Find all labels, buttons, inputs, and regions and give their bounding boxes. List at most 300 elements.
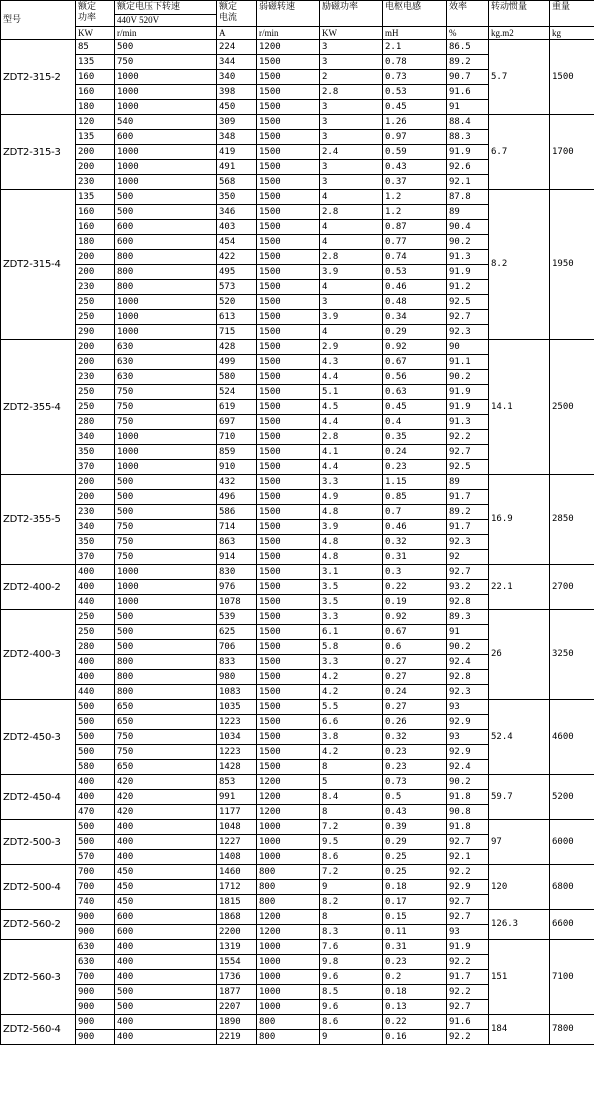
- cell-field-speed: 1500: [257, 610, 320, 625]
- cell-speed: 450: [115, 865, 217, 880]
- cell-field-speed: 1000: [257, 970, 320, 985]
- cell-field-speed: 1200: [257, 925, 320, 940]
- cell-power: 280: [76, 415, 115, 430]
- cell-field-power: 4.8: [320, 535, 383, 550]
- cell-field-speed: 1500: [257, 535, 320, 550]
- header-power-line2: 功率: [78, 13, 97, 23]
- cell-current: 344: [217, 55, 257, 70]
- model-name: ZDT2-560-2: [1, 910, 76, 940]
- cell-field-power: 3: [320, 115, 383, 130]
- cell-speed: 500: [115, 505, 217, 520]
- cell-power: 200: [76, 355, 115, 370]
- cell-speed: 1000: [115, 565, 217, 580]
- cell-inductance: 0.32: [383, 730, 447, 745]
- cell-field-speed: 1500: [257, 250, 320, 265]
- cell-current: 350: [217, 190, 257, 205]
- cell-speed: 1000: [115, 580, 217, 595]
- cell-efficiency: 92.1: [447, 850, 489, 865]
- cell-efficiency: 93: [447, 700, 489, 715]
- header-current-line2: 电流: [219, 13, 238, 23]
- cell-field-power: 6.1: [320, 625, 383, 640]
- cell-current: 1460: [217, 865, 257, 880]
- unit-row: [1, 27, 595, 40]
- cell-speed: 500: [115, 490, 217, 505]
- cell-efficiency: 92.7: [447, 835, 489, 850]
- inertia-value: 126.3: [489, 910, 550, 940]
- cell-speed: 800: [115, 250, 217, 265]
- cell-efficiency: 89: [447, 475, 489, 490]
- unit-inductance: mH: [383, 27, 447, 40]
- cell-inductance: 0.2: [383, 970, 447, 985]
- cell-field-power: 4.5: [320, 400, 383, 415]
- cell-field-speed: 1500: [257, 700, 320, 715]
- cell-efficiency: 91.7: [447, 490, 489, 505]
- cell-inductance: 0.16: [383, 1030, 447, 1045]
- cell-inductance: 0.77: [383, 235, 447, 250]
- cell-speed: 400: [115, 820, 217, 835]
- weight-value: 3250: [550, 610, 595, 700]
- cell-field-speed: 800: [257, 895, 320, 910]
- cell-field-power: 5.5: [320, 700, 383, 715]
- cell-field-power: 4.4: [320, 415, 383, 430]
- cell-power: 230: [76, 370, 115, 385]
- cell-power: 160: [76, 70, 115, 85]
- table-row: [1, 910, 595, 925]
- cell-field-speed: 1000: [257, 955, 320, 970]
- cell-current: 398: [217, 85, 257, 100]
- header-current-line1: 额定: [219, 2, 238, 12]
- cell-inductance: 0.23: [383, 955, 447, 970]
- cell-efficiency: 91.8: [447, 820, 489, 835]
- cell-field-speed: 1500: [257, 760, 320, 775]
- cell-current: 495: [217, 265, 257, 280]
- cell-efficiency: 92.2: [447, 865, 489, 880]
- inertia-value: 14.1: [489, 340, 550, 475]
- cell-current: 491: [217, 160, 257, 175]
- cell-field-speed: 1500: [257, 370, 320, 385]
- cell-speed: 400: [115, 1015, 217, 1030]
- cell-field-speed: 1500: [257, 160, 320, 175]
- table-row: [1, 775, 595, 790]
- cell-power: 570: [76, 850, 115, 865]
- cell-power: 900: [76, 1015, 115, 1030]
- cell-speed: 1000: [115, 595, 217, 610]
- cell-speed: 400: [115, 1030, 217, 1045]
- cell-speed: 750: [115, 415, 217, 430]
- weight-value: 1700: [550, 115, 595, 190]
- cell-power: 340: [76, 430, 115, 445]
- cell-power: 700: [76, 970, 115, 985]
- cell-field-speed: 1500: [257, 655, 320, 670]
- cell-power: 900: [76, 1000, 115, 1015]
- cell-current: 1048: [217, 820, 257, 835]
- spec-body: [1, 40, 595, 1045]
- cell-field-speed: 1000: [257, 1000, 320, 1015]
- cell-current: 1223: [217, 745, 257, 760]
- cell-field-power: 4.4: [320, 460, 383, 475]
- cell-field-speed: 1500: [257, 625, 320, 640]
- cell-field-speed: 800: [257, 865, 320, 880]
- weight-value: 7800: [550, 1015, 595, 1045]
- cell-speed: 800: [115, 655, 217, 670]
- cell-inductance: 0.23: [383, 760, 447, 775]
- cell-field-speed: 1500: [257, 145, 320, 160]
- cell-current: 524: [217, 385, 257, 400]
- cell-inductance: 0.3: [383, 565, 447, 580]
- cell-inductance: 2.1: [383, 40, 447, 55]
- unit-current: A: [217, 27, 257, 40]
- cell-field-power: 2.8: [320, 85, 383, 100]
- cell-efficiency: 86.5: [447, 40, 489, 55]
- header-speed: [115, 1, 217, 27]
- cell-inductance: 0.27: [383, 655, 447, 670]
- cell-efficiency: 92.5: [447, 295, 489, 310]
- model-name: ZDT2-355-5: [1, 475, 76, 565]
- cell-efficiency: 92.7: [447, 1000, 489, 1015]
- cell-speed: 400: [115, 835, 217, 850]
- cell-current: 224: [217, 40, 257, 55]
- cell-inductance: 0.24: [383, 685, 447, 700]
- cell-speed: 750: [115, 745, 217, 760]
- cell-inductance: 0.39: [383, 820, 447, 835]
- cell-power: 500: [76, 820, 115, 835]
- cell-efficiency: 89.2: [447, 505, 489, 520]
- cell-current: 1223: [217, 715, 257, 730]
- cell-field-power: 9: [320, 1030, 383, 1045]
- cell-field-speed: 1000: [257, 850, 320, 865]
- table-row: [1, 340, 595, 355]
- cell-inductance: 0.74: [383, 250, 447, 265]
- cell-efficiency: 91.3: [447, 250, 489, 265]
- inertia-value: 52.4: [489, 700, 550, 775]
- cell-power: 440: [76, 595, 115, 610]
- cell-efficiency: 89: [447, 205, 489, 220]
- cell-field-power: 3.9: [320, 520, 383, 535]
- cell-speed: 800: [115, 265, 217, 280]
- cell-current: 432: [217, 475, 257, 490]
- header-inertia: 转动惯量: [489, 1, 550, 27]
- cell-field-speed: 1500: [257, 220, 320, 235]
- cell-field-power: 4.2: [320, 745, 383, 760]
- cell-efficiency: 91.6: [447, 1015, 489, 1030]
- model-name: ZDT2-450-3: [1, 700, 76, 775]
- cell-field-power: 4.4: [320, 370, 383, 385]
- cell-current: 2219: [217, 1030, 257, 1045]
- cell-efficiency: 92.1: [447, 175, 489, 190]
- cell-current: 1554: [217, 955, 257, 970]
- cell-efficiency: 92.2: [447, 985, 489, 1000]
- unit-weight: kg: [550, 27, 595, 40]
- cell-power: 400: [76, 655, 115, 670]
- cell-field-power: 4: [320, 220, 383, 235]
- cell-inductance: 0.5: [383, 790, 447, 805]
- model-name: ZDT2-560-4: [1, 1015, 76, 1045]
- cell-power: 500: [76, 745, 115, 760]
- cell-field-speed: 1500: [257, 280, 320, 295]
- cell-field-power: 4.9: [320, 490, 383, 505]
- cell-field-power: 4: [320, 280, 383, 295]
- cell-efficiency: 92.4: [447, 655, 489, 670]
- cell-efficiency: 92.8: [447, 595, 489, 610]
- header-model: 型号: [1, 1, 76, 40]
- cell-inductance: 1.2: [383, 190, 447, 205]
- cell-field-power: 4: [320, 235, 383, 250]
- cell-speed: 1000: [115, 145, 217, 160]
- cell-field-power: 4.1: [320, 445, 383, 460]
- cell-field-speed: 1500: [257, 475, 320, 490]
- cell-field-speed: 1200: [257, 910, 320, 925]
- cell-current: 1877: [217, 985, 257, 1000]
- cell-speed: 600: [115, 130, 217, 145]
- cell-field-power: 8: [320, 760, 383, 775]
- cell-power: 135: [76, 190, 115, 205]
- cell-power: 200: [76, 340, 115, 355]
- cell-power: 630: [76, 940, 115, 955]
- weight-value: 2850: [550, 475, 595, 565]
- header-inductance: 电枢电感: [383, 1, 447, 27]
- cell-efficiency: 90.2: [447, 640, 489, 655]
- cell-field-power: 4: [320, 325, 383, 340]
- cell-speed: 650: [115, 700, 217, 715]
- cell-power: 500: [76, 715, 115, 730]
- table-row: [1, 40, 595, 55]
- cell-field-speed: 1500: [257, 460, 320, 475]
- cell-current: 422: [217, 250, 257, 265]
- cell-speed: 600: [115, 910, 217, 925]
- cell-power: 135: [76, 55, 115, 70]
- cell-field-speed: 1500: [257, 685, 320, 700]
- cell-efficiency: 90.2: [447, 370, 489, 385]
- cell-speed: 750: [115, 55, 217, 70]
- cell-speed: 750: [115, 535, 217, 550]
- cell-field-power: 8.5: [320, 985, 383, 1000]
- cell-field-power: 2.8: [320, 250, 383, 265]
- cell-speed: 750: [115, 550, 217, 565]
- cell-inductance: 0.6: [383, 640, 447, 655]
- cell-current: 1428: [217, 760, 257, 775]
- cell-efficiency: 90.4: [447, 220, 489, 235]
- cell-speed: 1000: [115, 295, 217, 310]
- cell-current: 1035: [217, 700, 257, 715]
- cell-inductance: 0.67: [383, 355, 447, 370]
- cell-power: 160: [76, 85, 115, 100]
- cell-power: 740: [76, 895, 115, 910]
- cell-efficiency: 92.3: [447, 535, 489, 550]
- cell-field-speed: 1500: [257, 430, 320, 445]
- cell-field-speed: 1500: [257, 505, 320, 520]
- cell-speed: 800: [115, 280, 217, 295]
- cell-power: 400: [76, 565, 115, 580]
- cell-current: 2200: [217, 925, 257, 940]
- cell-power: 250: [76, 385, 115, 400]
- cell-current: 454: [217, 235, 257, 250]
- cell-power: 200: [76, 250, 115, 265]
- cell-speed: 500: [115, 475, 217, 490]
- cell-field-speed: 1000: [257, 835, 320, 850]
- cell-current: 1815: [217, 895, 257, 910]
- cell-speed: 800: [115, 685, 217, 700]
- cell-speed: 630: [115, 370, 217, 385]
- cell-speed: 630: [115, 340, 217, 355]
- cell-power: 230: [76, 280, 115, 295]
- cell-efficiency: 93.2: [447, 580, 489, 595]
- cell-speed: 630: [115, 355, 217, 370]
- cell-field-power: 3.8: [320, 730, 383, 745]
- cell-speed: 1000: [115, 430, 217, 445]
- cell-efficiency: 91.7: [447, 970, 489, 985]
- cell-efficiency: 91.7: [447, 520, 489, 535]
- cell-efficiency: 93: [447, 925, 489, 940]
- cell-field-power: 4.3: [320, 355, 383, 370]
- cell-inductance: 0.45: [383, 100, 447, 115]
- cell-field-speed: 1500: [257, 520, 320, 535]
- cell-current: 573: [217, 280, 257, 295]
- table-row: [1, 565, 595, 580]
- cell-inductance: 0.63: [383, 385, 447, 400]
- cell-speed: 800: [115, 670, 217, 685]
- cell-field-speed: 1500: [257, 580, 320, 595]
- unit-field-power: KW: [320, 27, 383, 40]
- cell-field-speed: 1500: [257, 175, 320, 190]
- cell-speed: 1000: [115, 460, 217, 475]
- cell-speed: 500: [115, 610, 217, 625]
- cell-inductance: 0.46: [383, 520, 447, 535]
- cell-field-power: 2.8: [320, 430, 383, 445]
- cell-field-power: 9.6: [320, 1000, 383, 1015]
- cell-power: 180: [76, 235, 115, 250]
- cell-inductance: 0.46: [383, 280, 447, 295]
- cell-efficiency: 91.8: [447, 790, 489, 805]
- cell-efficiency: 91: [447, 100, 489, 115]
- cell-current: 710: [217, 430, 257, 445]
- cell-power: 500: [76, 730, 115, 745]
- cell-inductance: 0.78: [383, 55, 447, 70]
- cell-efficiency: 92.6: [447, 160, 489, 175]
- cell-field-power: 8: [320, 805, 383, 820]
- cell-speed: 1000: [115, 85, 217, 100]
- cell-efficiency: 91.3: [447, 415, 489, 430]
- cell-field-power: 8.4: [320, 790, 383, 805]
- cell-efficiency: 91: [447, 625, 489, 640]
- cell-power: 230: [76, 505, 115, 520]
- model-name: ZDT2-400-3: [1, 610, 76, 700]
- cell-power: 250: [76, 400, 115, 415]
- weight-value: 6800: [550, 865, 595, 910]
- cell-field-speed: 1500: [257, 565, 320, 580]
- cell-current: 1034: [217, 730, 257, 745]
- cell-power: 280: [76, 640, 115, 655]
- cell-efficiency: 90: [447, 340, 489, 355]
- cell-speed: 1000: [115, 70, 217, 85]
- cell-inductance: 0.45: [383, 400, 447, 415]
- cell-inductance: 0.23: [383, 745, 447, 760]
- cell-power: 250: [76, 310, 115, 325]
- cell-inductance: 0.24: [383, 445, 447, 460]
- cell-inductance: 0.32: [383, 535, 447, 550]
- cell-field-speed: 1500: [257, 235, 320, 250]
- cell-current: 2207: [217, 1000, 257, 1015]
- cell-power: 200: [76, 265, 115, 280]
- cell-efficiency: 92.4: [447, 760, 489, 775]
- unit-speed: r/min: [115, 27, 217, 40]
- cell-field-power: 3: [320, 40, 383, 55]
- weight-value: 5200: [550, 775, 595, 820]
- cell-field-speed: 1500: [257, 745, 320, 760]
- cell-field-power: 3: [320, 55, 383, 70]
- inertia-value: 6.7: [489, 115, 550, 190]
- cell-efficiency: 92.9: [447, 715, 489, 730]
- cell-field-power: 5.1: [320, 385, 383, 400]
- cell-speed: 500: [115, 640, 217, 655]
- unit-field-speed: r/min: [257, 27, 320, 40]
- cell-speed: 650: [115, 715, 217, 730]
- cell-speed: 750: [115, 730, 217, 745]
- cell-speed: 400: [115, 955, 217, 970]
- cell-power: 250: [76, 295, 115, 310]
- cell-current: 580: [217, 370, 257, 385]
- cell-field-power: 3.5: [320, 580, 383, 595]
- model-name: ZDT2-560-3: [1, 940, 76, 1015]
- cell-inductance: 0.27: [383, 670, 447, 685]
- header-efficiency: 效率: [447, 1, 489, 27]
- cell-field-speed: 1200: [257, 790, 320, 805]
- cell-efficiency: 92.7: [447, 445, 489, 460]
- cell-inductance: 0.31: [383, 550, 447, 565]
- cell-inductance: 0.22: [383, 1015, 447, 1030]
- table-row: [1, 1015, 595, 1030]
- cell-field-speed: 800: [257, 1015, 320, 1030]
- table-row: [1, 940, 595, 955]
- cell-power: 500: [76, 835, 115, 850]
- cell-field-power: 6.6: [320, 715, 383, 730]
- cell-speed: 420: [115, 805, 217, 820]
- cell-inductance: 0.53: [383, 265, 447, 280]
- cell-inductance: 0.48: [383, 295, 447, 310]
- cell-power: 900: [76, 925, 115, 940]
- cell-speed: 500: [115, 985, 217, 1000]
- cell-efficiency: 92.7: [447, 910, 489, 925]
- weight-value: 2700: [550, 565, 595, 610]
- cell-inductance: 0.43: [383, 160, 447, 175]
- cell-inductance: 0.13: [383, 1000, 447, 1015]
- cell-speed: 600: [115, 925, 217, 940]
- cell-speed: 1000: [115, 160, 217, 175]
- cell-efficiency: 92.7: [447, 895, 489, 910]
- cell-field-speed: 1500: [257, 415, 320, 430]
- cell-inductance: 0.31: [383, 940, 447, 955]
- cell-field-speed: 800: [257, 1030, 320, 1045]
- cell-field-power: 3: [320, 295, 383, 310]
- cell-power: 350: [76, 535, 115, 550]
- cell-efficiency: 91.9: [447, 385, 489, 400]
- cell-field-speed: 1500: [257, 550, 320, 565]
- cell-inductance: 0.85: [383, 490, 447, 505]
- cell-field-power: 3.3: [320, 475, 383, 490]
- cell-field-power: 7.6: [320, 940, 383, 955]
- cell-field-power: 5.8: [320, 640, 383, 655]
- cell-field-speed: 1500: [257, 115, 320, 130]
- cell-field-power: 8.2: [320, 895, 383, 910]
- model-name: ZDT2-315-3: [1, 115, 76, 190]
- cell-speed: 420: [115, 790, 217, 805]
- cell-power: 630: [76, 955, 115, 970]
- cell-power: 580: [76, 760, 115, 775]
- cell-power: 290: [76, 325, 115, 340]
- unit-power: KW: [76, 27, 115, 40]
- cell-inductance: 0.7: [383, 505, 447, 520]
- cell-current: 340: [217, 70, 257, 85]
- cell-field-power: 7.2: [320, 820, 383, 835]
